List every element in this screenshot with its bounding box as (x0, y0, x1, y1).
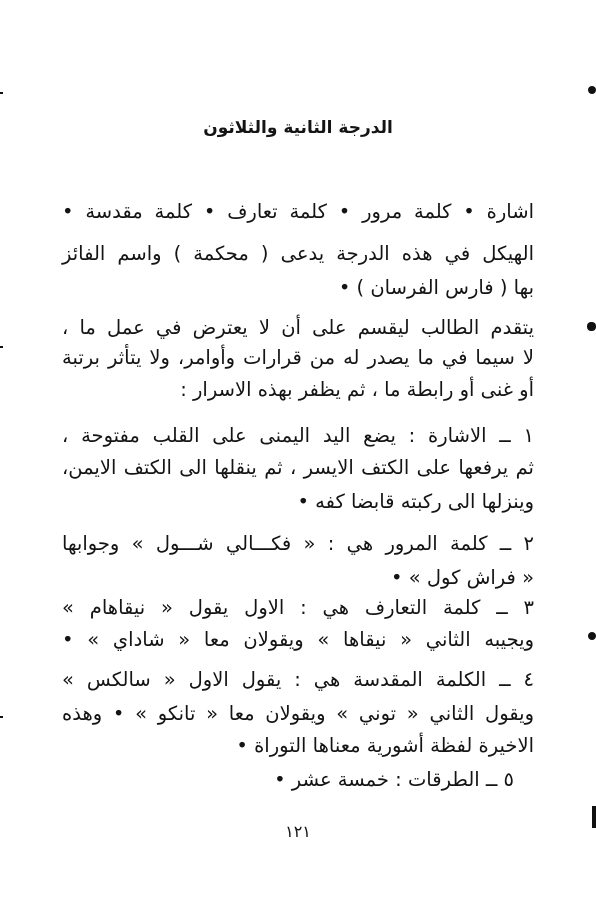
text-line: الهيكل في هذه الدرجة يدعى ( محكمة ) واسم الفائز (62, 242, 534, 265)
scan-edge-mark (588, 632, 596, 640)
scan-edge-mark (0, 716, 3, 718)
text-line: ثم يرفعها على الكتف الايسر ، ثم ينقلها الى الكتف الايمن، (62, 456, 534, 479)
text-line: لا سيما في ما يصدر له من قرارات وأوامر، ولا يتأثر برتبة (62, 346, 534, 369)
text-line: يتقدم الطالب ليقسم على أن لا يعترض في عمل ما ، (62, 316, 534, 339)
chapter-heading: الدرجة الثانية والثلاثون (203, 118, 393, 138)
text-line: ١ ــ الاشارة : يضع اليد اليمنى على القلب مفتوحة ، (62, 424, 534, 447)
page-number: ١٢١ (285, 822, 311, 841)
text-line: بها ( فارس الفرسان ) • (338, 276, 534, 299)
text-line: الاخيرة لفظة أشورية معناها التوراة • (236, 734, 534, 757)
scan-edge-mark (0, 346, 3, 348)
text-line: اشارة • كلمة مرور • كلمة تعارف • كلمة مقدسة • (62, 200, 534, 223)
scan-edge-mark (588, 86, 596, 94)
text-line: ويقول الثاني « توني » ويقولان معا « تانكو » • وهذه (62, 702, 534, 725)
text-line: ٢ ــ كلمة المرور هي : « فكـــالي شـــول » وجوابها (62, 532, 534, 555)
text-line: ٥ ــ الطرقات : خمسة عشر • (274, 768, 514, 791)
text-line: ٣ ــ كلمة التعارف هي : الاول يقول « نيقاهام » (62, 596, 534, 619)
scan-edge-mark (587, 322, 596, 331)
text-line: وينزلها الى ركبته قابضا كفه • (297, 490, 534, 513)
scan-edge-mark (0, 92, 3, 94)
text-line: ٤ ــ الكلمة المقدسة هي : يقول الاول « سالكس » (62, 668, 534, 691)
text-line: أو غنى أو رابطة ما ، ثم يظفر بهذه الاسرار : (180, 378, 534, 401)
text-line: ويجيبه الثاني « نيقاها » ويقولان معا « شاداي » • (62, 628, 534, 651)
text-line: « فراش كول » • (391, 566, 534, 589)
